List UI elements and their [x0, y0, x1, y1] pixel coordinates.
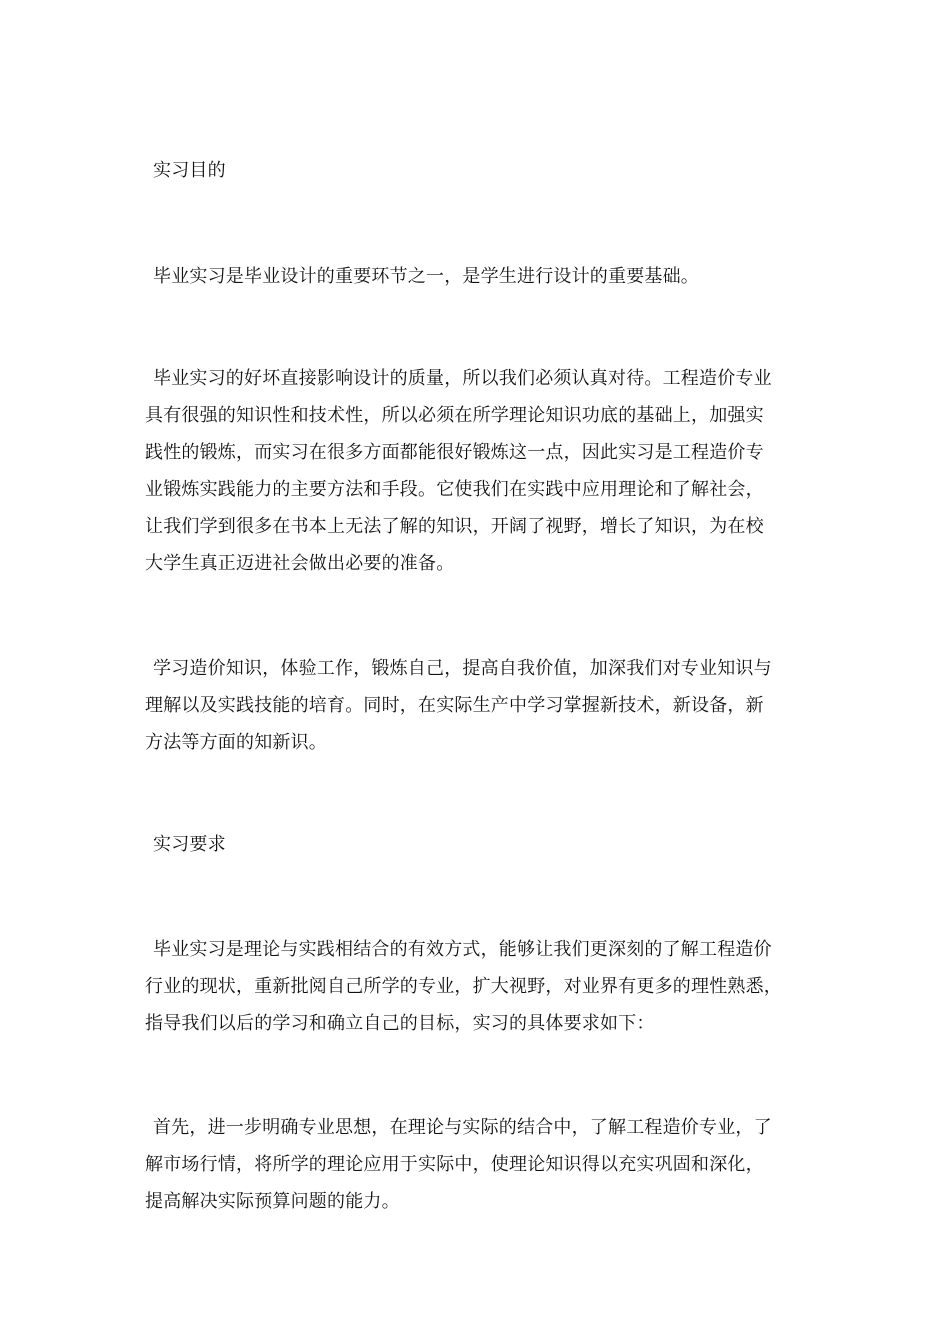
paragraph-5 — [145, 1109, 810, 1220]
paragraph-line: 学习造价知识，体验工作，锻炼自己，提高自我价值，加深我们对专业知识与 — [153, 658, 772, 679]
paragraph-line: 首先，进一步明确专业思想，在理论与实际的结合中，了解工程造价专业，了 — [153, 1117, 772, 1138]
heading-requirements — [145, 826, 810, 863]
paragraph-4 — [145, 931, 810, 1042]
heading-purpose-text: 实习目的 — [153, 160, 226, 181]
paragraph-line: 践性的锻炼，而实习在很多方面都能很好锻炼这一点，因此实习是工程造价专 — [145, 442, 764, 463]
paragraph-line: 业锻炼实践能力的主要方法和手段。它使我们在实践中应用理论和了解社会， — [145, 479, 764, 500]
paragraph-line: 提高解决实际预算问题的能力。 — [145, 1191, 400, 1212]
paragraph-line: 理解以及实践技能的培育。同时，在实际生产中学习掌握新技术，新设备，新 — [145, 695, 764, 716]
paragraph-line: 毕业实习是毕业设计的重要环节之一，是学生进行设计的重要基础。 — [153, 266, 699, 287]
paragraph-line: 方法等方面的知新识。 — [145, 732, 327, 753]
paragraph-2 — [145, 360, 810, 582]
paragraph-3 — [145, 650, 810, 761]
paragraph-line: 指导我们以后的学习和确立自己的目标，实习的具体要求如下： — [145, 1013, 655, 1034]
paragraph-line: 毕业实习的好坏直接影响设计的质量，所以我们必须认真对待。工程造价专业 — [153, 368, 772, 389]
paragraph-line: 解市场行情，将所学的理论应用于实际中，使理论知识得以充实巩固和深化， — [145, 1154, 764, 1175]
paragraph-line: 具有很强的知识性和技术性，所以必须在所学理论知识功底的基础上，加强实 — [145, 405, 764, 426]
paragraph-line: 行业的现状，重新批阅自己所学的专业，扩大视野，对业界有更多的理性熟悉， — [145, 976, 782, 997]
heading-requirements-text: 实习要求 — [153, 834, 226, 855]
paragraph-line: 大学生真正迈进社会做出必要的准备。 — [145, 553, 455, 574]
paragraph-line: 毕业实习是理论与实践相结合的有效方式，能够让我们更深刻的了解工程造价 — [153, 939, 772, 960]
heading-purpose — [145, 152, 810, 189]
paragraph-line: 让我们学到很多在书本上无法了解的知识，开阔了视野，增长了知识，为在校 — [145, 516, 764, 537]
paragraph-1 — [145, 258, 810, 295]
